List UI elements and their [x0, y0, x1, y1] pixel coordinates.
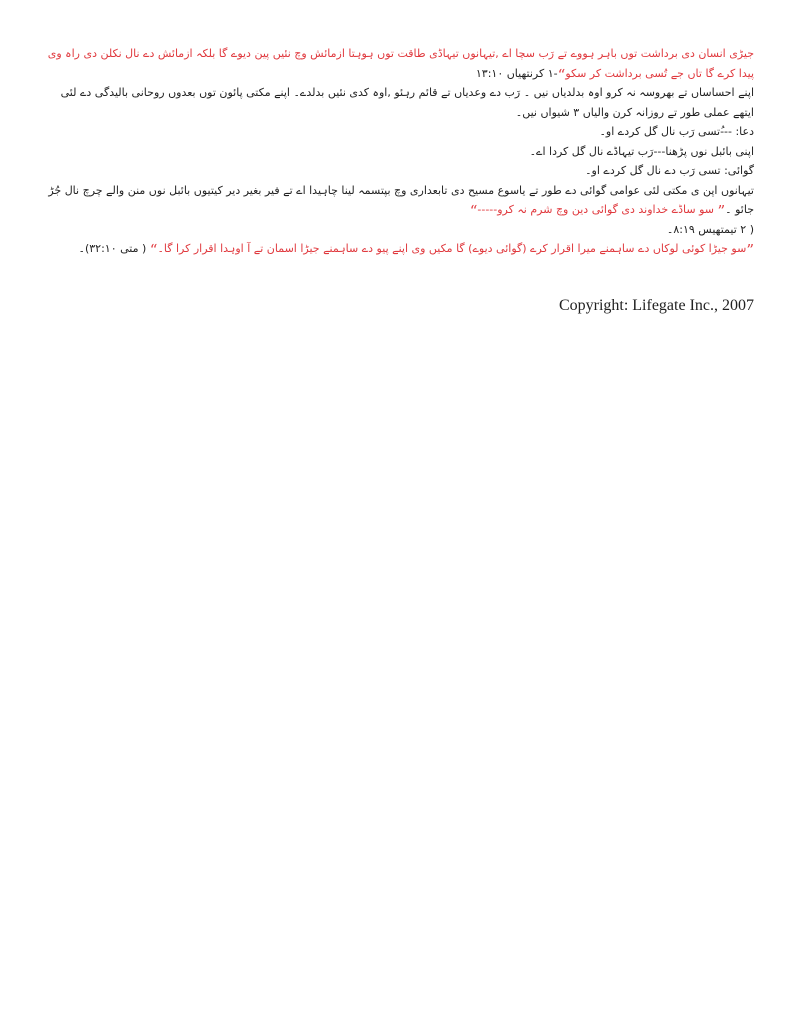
paragraph-feelings: اپنے احساساں تے بھروسہ نہ کرو اوہ بدلدیاں نیں ۔ رَب دے وعدیاں تے قائم رہئو ,اوہ کدی نئیں بدلدے۔ اپنے مکتی پائون توں بعدوں روحانی بالیدگی دے لئی ایتھے عملی طور تے روزانہ کرن والیاں ۳ شیواں نیں۔	[60, 86, 754, 119]
quote-mark: ”	[746, 241, 754, 259]
copyright-notice: Copyright: Lifegate Inc., 2007	[558, 297, 754, 314]
paragraph-prayer: دعا: ---ُتسی رَب نال گل کردے او۔	[599, 125, 754, 138]
matthew-reference: ( متی ۳۲:۱۰)۔	[78, 242, 147, 255]
confession-verse-text: سو جیڑا کوئی لوکاں دے ساہمنے میرا اقرار کرے (گوائی دیوے) گا مکیں وی اپنے پیو دے ساہمنے جیڑا اسمان تے آ اوہدا اقرار کرا گا۔	[157, 242, 747, 255]
document-body	[46, 44, 754, 259]
not-ashamed-verse-text: سو ساڈے خداوند دی گوائی دین وچ شرم نہ کرو-----	[477, 203, 714, 216]
quote-mark: “	[469, 202, 478, 220]
quote-mark: ”	[717, 202, 726, 220]
paragraph-bible-reading: اپنی بائبل نوں پڑھنا---رَب تیہاڈے نال گل کردا اے۔	[529, 144, 754, 158]
paragraph-confession-verse	[46, 239, 754, 259]
quote-mark: “	[149, 241, 158, 259]
temptation-verse-reference: -۱ کرنتھیاں ۱۳:۱۰	[475, 66, 558, 80]
baptism-text: تیہانوں اپن ی مکتی لئی عوامی گوائی دے طور تے یاسوع مسیح دی تابعداری وچ بپتسمہ لینا چاہیدا اے تے فیر بغیر دیر کیتیوں بائبل نوں منن والے چرچ نال جُڑ جائو ۔	[48, 183, 754, 216]
paragraph-temptation-verse	[46, 44, 754, 83]
paragraph-witness: گوائی: تسی رَب دے نال گل کردے او۔	[585, 164, 754, 177]
paragraph-baptism	[46, 181, 754, 220]
temptation-verse-text: جیڑی انسان دی برداشت توں باہر ہووے تے رَب سچا اے ,تیہانوں تیہاڈی طاقت توں ہوہتا ازمائش وچ نئیں پین دیوے گا بلکہ ازمائش دے نال نکلن دی راہ وی پیدا کرے گا تاں جے تُسی برداشت کر سکو	[47, 47, 754, 80]
paragraph-timothy-reference: ( ۲ تیمتھیس ۸:۱۹۔	[666, 222, 754, 236]
quote-mark: “	[557, 65, 566, 84]
